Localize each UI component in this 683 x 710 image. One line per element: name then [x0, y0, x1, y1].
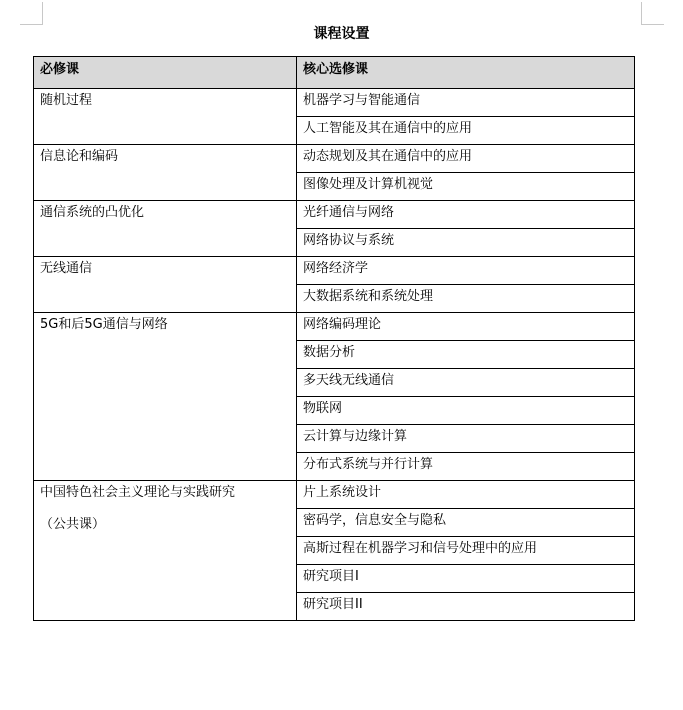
table-header-row: [34, 57, 635, 89]
elective-course-cell: 研究项目II: [297, 593, 635, 621]
table-row: [34, 313, 635, 341]
elective-course-cell: 高斯过程在机器学习和信号处理中的应用: [297, 537, 635, 565]
elective-course-cell: 分布式系统与并行计算: [297, 453, 635, 481]
required-course-cell: [34, 145, 297, 201]
elective-course-cell: 片上系统设计: [297, 481, 635, 509]
elective-course-cell: 网络协议与系统: [297, 229, 635, 257]
page-title: 课程设置: [313, 26, 370, 42]
page-corner-mark-right: [641, 2, 664, 25]
required-course-cell: [34, 257, 297, 313]
required-course-name: 中国特色社会主义理论与实践研究: [40, 485, 236, 500]
required-course-cell: [34, 201, 297, 257]
required-course-cell: [34, 89, 297, 145]
required-course-name: 随机过程: [40, 93, 93, 108]
elective-course-cell: 人工智能及其在通信中的应用: [297, 117, 635, 145]
required-course-note: （公共课）: [40, 517, 106, 532]
required-course-cell: [34, 313, 297, 481]
elective-course-cell: 机器学习与智能通信: [297, 89, 635, 117]
header-required-courses: 必修课: [34, 57, 297, 89]
elective-course-cell: 密码学，信息安全与隐私: [297, 509, 635, 537]
elective-course-cell: 云计算与边缘计算: [297, 425, 635, 453]
elective-course-cell: 图像处理及计算机视觉: [297, 173, 635, 201]
required-course-name: 无线通信: [40, 261, 93, 276]
elective-course-cell: 网络经济学: [297, 257, 635, 285]
required-course-cell: [34, 481, 297, 621]
elective-course-cell: 动态规划及其在通信中的应用: [297, 145, 635, 173]
elective-course-cell: 网络编码理论: [297, 313, 635, 341]
elective-course-cell: 多天线无线通信: [297, 369, 635, 397]
elective-course-cell: 大数据系统和系统处理: [297, 285, 635, 313]
required-course-name: 5G和后5G通信与网络: [40, 317, 168, 332]
page-corner-mark-left: [20, 2, 43, 25]
elective-course-cell: 光纤通信与网络: [297, 201, 635, 229]
table-row: [34, 257, 635, 285]
elective-course-cell: 数据分析: [297, 341, 635, 369]
required-course-name: 信息论和编码: [40, 149, 119, 164]
table-row: [34, 145, 635, 173]
elective-course-cell: 研究项目I: [297, 565, 635, 593]
header-core-electives: 核心选修课: [297, 57, 635, 89]
course-table: [33, 56, 635, 621]
required-course-name: 通信系统的凸优化: [40, 205, 145, 220]
table-row: [34, 89, 635, 117]
elective-course-cell: 物联网: [297, 397, 635, 425]
table-row: [34, 201, 635, 229]
table-row: [34, 481, 635, 509]
